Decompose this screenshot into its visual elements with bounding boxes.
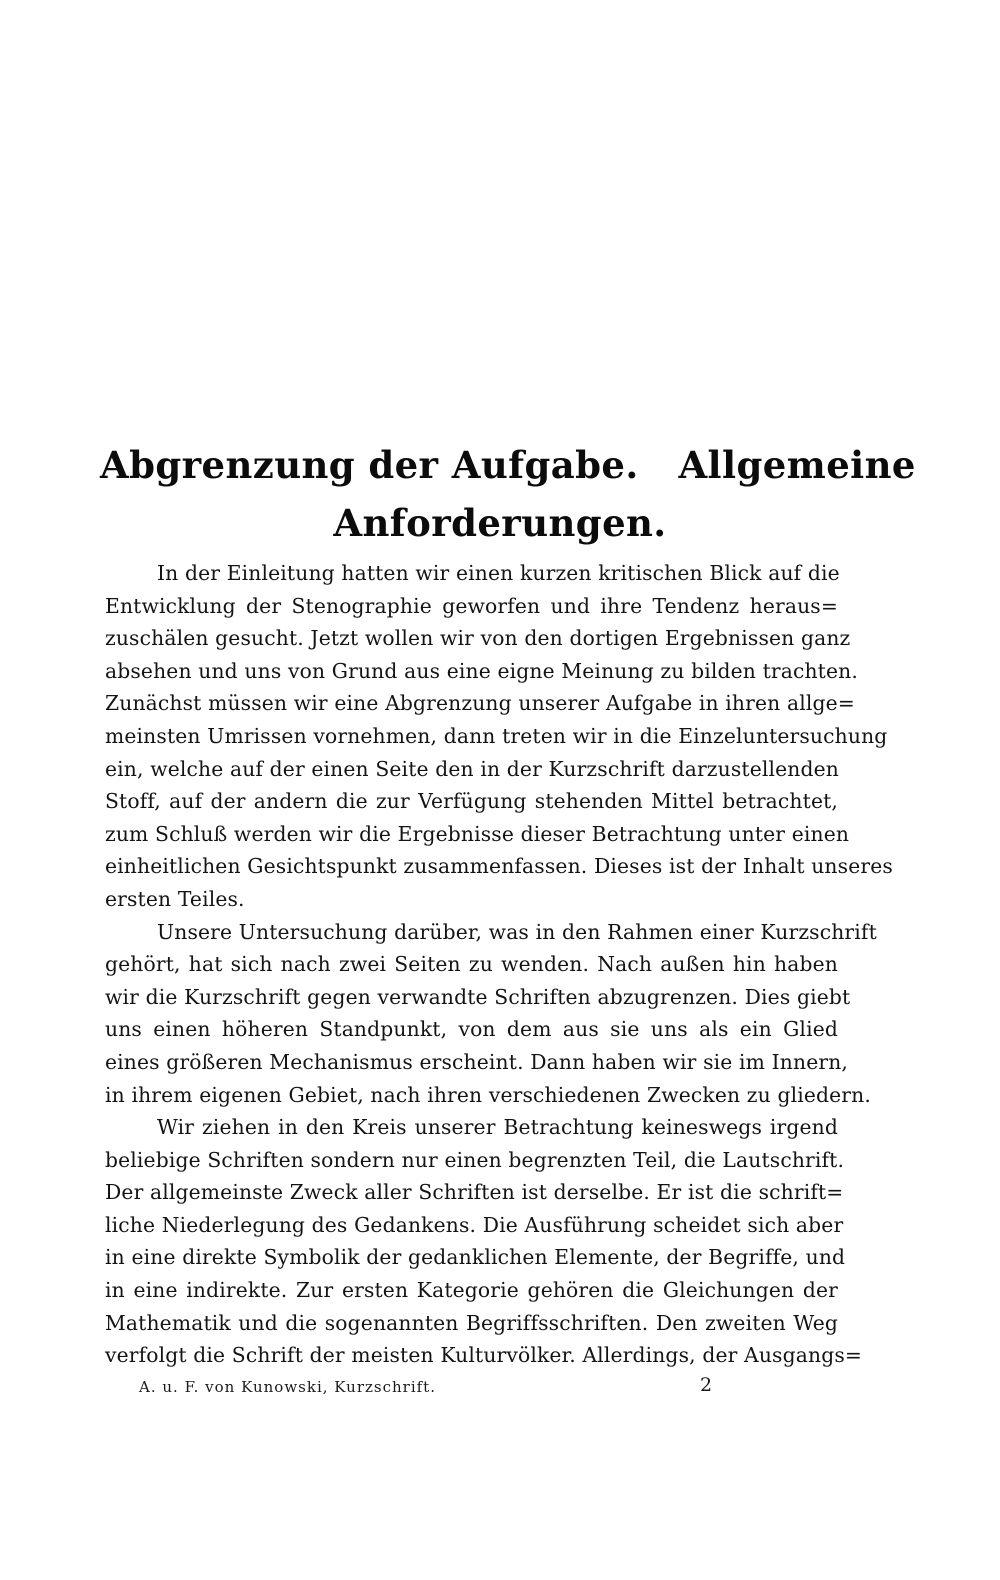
text-line: beliebige Schriften sondern nur einen begrenzten Teil, die Lautschrift. [105,1147,845,1172]
body-text [105,557,893,1372]
text-line: Zunächst müssen wir eine Abgrenzung unserer Aufgabe in ihren allge= [105,691,855,716]
paragraph [105,916,877,1112]
chapter-title-line-1: Abgrenzung der Aufgabe. Allgemeine [100,443,916,487]
signature-mark: A. u. F. von Kunowski, Kurzschrift. [139,1378,436,1396]
text-line: Mathematik und die sogenannten Begriffsschriften. Den zweiten Weg [105,1310,838,1335]
text-line: meinsten Umrissen vornehmen, dann treten wir in die Einzeluntersuchung [105,723,888,748]
paragraph [105,557,893,916]
text-line: in ihrem eigenen Gebiet, nach ihren verschiedenen Zwecken zu gliedern. [105,1082,871,1107]
chapter-title-line-2: Anforderungen. [333,501,667,545]
text-line: absehen und uns von Grund aus eine eigne Meinung zu bilden trachten. [105,658,858,683]
text-line: Entwicklung der Stenographie geworfen und ihre Tendenz heraus= [105,593,838,618]
text-line: in eine direkte Symbolik der gedanklichen Elemente, der Begriffe, und [105,1245,846,1270]
text-line: In der Einleitung hatten wir einen kurzen kritischen Blick auf die [157,561,840,585]
text-line: eines größeren Mechanismus erscheint. Dann haben wir sie im Innern, [105,1049,849,1074]
text-line: ersten Teiles. [105,886,245,911]
chapter-title [100,436,916,552]
text-line: Der allgemeinste Zweck aller Schriften ist derselbe. Er ist die schrift= [105,1180,844,1205]
text-line: einheitlichen Gesichtspunkt zusammenfassen. Dieses ist der Inhalt unseres [105,854,893,879]
page-number: 2 [700,1374,713,1396]
text-line: Unsere Untersuchung darüber, was in den Rahmen einer Kurzschrift [157,919,877,944]
text-line: zuschälen gesucht. Jetzt wollen wir von den dortigen Ergebnissen ganz [105,626,851,651]
text-line: zum Schluß werden wir die Ergebnisse dieser Betrachtung unter einen [105,821,850,846]
text-line: gehört, hat sich nach zwei Seiten zu wenden. Nach außen hin haben [105,952,838,977]
text-line: uns einen höheren Standpunkt, von dem aus sie uns als ein Glied [105,1017,838,1042]
text-line: ein, welche auf der einen Seite den in der Kurzschrift darzustellenden [105,756,839,781]
text-line: wir die Kurzschrift gegen verwandte Schriften abzugrenzen. Dies giebt [105,984,851,1009]
paragraph [105,1111,863,1372]
text-line: Stoff, auf der andern die zur Verfügung stehenden Mittel betrachtet, [105,789,838,814]
text-line: Wir ziehen in den Kreis unserer Betrachtung keineswegs irgend [157,1115,838,1140]
text-line: verfolgt die Schrift der meisten Kulturvölker. Allerdings, der Ausgangs= [105,1343,863,1368]
text-line: liche Niederlegung des Gedankens. Die Ausführung scheidet sich aber [105,1212,844,1237]
text-line: in eine indirekte. Zur ersten Kategorie gehören die Gleichungen der [105,1278,838,1303]
